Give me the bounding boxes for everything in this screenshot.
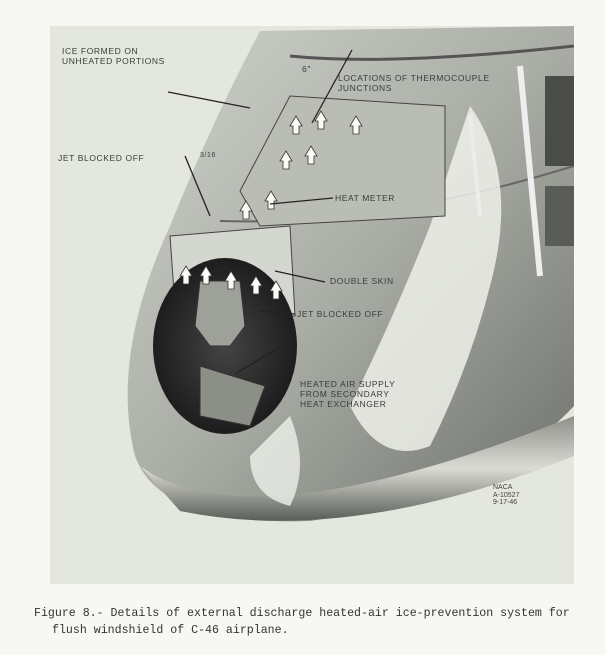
stamp-line: A-10527 <box>493 491 520 499</box>
label-double-skin: DOUBLE SKIN <box>330 276 394 286</box>
caption-line-1: Figure 8.- Details of external discharge heated-air ice-prevention system for <box>34 607 570 620</box>
naca-stamp <box>493 484 519 507</box>
label-line: HEATED AIR SUPPLY <box>300 379 396 389</box>
label-line: ICE FORMED ON <box>62 46 139 56</box>
label-jet-blocked-off-lower: JET BLOCKED OFF <box>297 309 384 319</box>
label-heat-meter: HEAT METER <box>335 193 395 203</box>
label-thermocouple <box>338 73 490 93</box>
stamp-line: 9-17-46 <box>493 499 518 506</box>
caption-line-2: flush windshield of C-46 airplane. <box>52 624 289 637</box>
label-line: LOCATIONS OF THERMOCOUPLE <box>338 73 490 83</box>
label-jet-blocked-off-left: JET BLOCKED OFF <box>58 153 145 163</box>
dimension-3-16: 3/16 <box>200 152 217 159</box>
label-line: FROM SECONDARY <box>300 389 390 399</box>
figure-illustration <box>50 26 574 584</box>
dimension-6in: 6" <box>302 64 311 74</box>
label-ice-formed <box>62 46 165 66</box>
label-line: JUNCTIONS <box>338 83 393 93</box>
label-line: HEAT EXCHANGER <box>300 399 387 409</box>
figure-caption <box>34 605 594 639</box>
label-heated-air-supply <box>300 379 395 409</box>
stamp-line: NACA <box>493 484 513 491</box>
label-line: UNHEATED PORTIONS <box>62 56 165 66</box>
